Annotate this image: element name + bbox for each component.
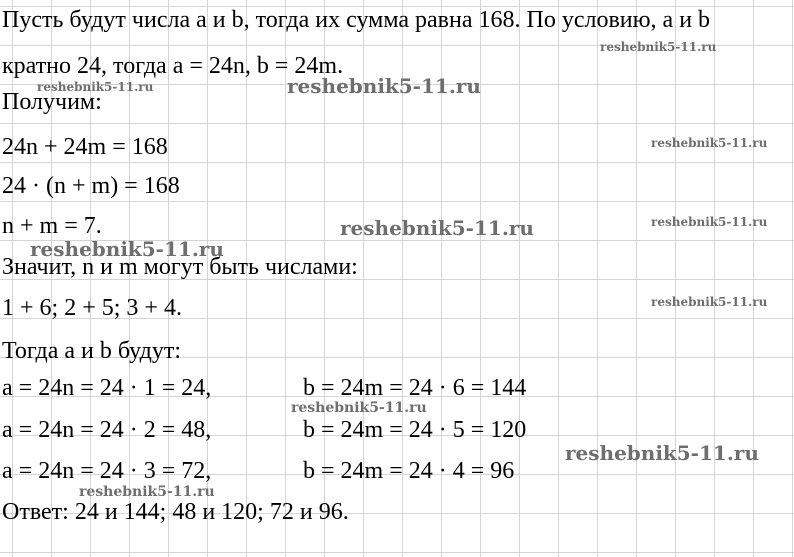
calc-a-1: a = 24n = 24 · 1 = 24, [2, 375, 212, 401]
watermark: reshebnik5-11.ru [600, 40, 717, 54]
text-line-1: Пусть будут числа a и b, тогда их сумма равна 168. По условию, a и b [2, 7, 711, 33]
watermark: reshebnik5-11.ru [340, 216, 534, 240]
calc-a-3: a = 24n = 24 · 3 = 72, [2, 458, 212, 484]
answer-line: Ответ: 24 и 144; 48 и 120; 72 и 96. [2, 499, 349, 525]
watermark: reshebnik5-11.ru [651, 136, 768, 150]
watermark: reshebnik5-11.ru [651, 215, 768, 229]
text-line-3: Получим: [2, 89, 102, 115]
equation-1: 24n + 24m = 168 [2, 134, 168, 160]
text-line-5: Тогда a и b будут: [2, 338, 182, 364]
watermark: reshebnik5-11.ru [79, 484, 215, 500]
calc-b-2: b = 24m = 24 · 5 = 120 [303, 417, 527, 443]
watermark: reshebnik5-11.ru [287, 74, 481, 98]
watermark: reshebnik5-11.ru [565, 441, 759, 465]
watermark: reshebnik5-11.ru [651, 295, 768, 309]
watermark: reshebnik5-11.ru [37, 80, 154, 94]
watermark: reshebnik5-11.ru [291, 400, 427, 416]
calc-b-3: b = 24m = 24 · 4 = 96 [303, 458, 515, 484]
equation-3: n + m = 7. [2, 213, 102, 239]
text-line-2: кратно 24, тогда a = 24n, b = 24m. [2, 53, 344, 79]
calc-b-1: b = 24m = 24 · 6 = 144 [303, 375, 527, 401]
watermark: reshebnik5-11.ru [30, 237, 224, 261]
pairs-line: 1 + 6; 2 + 5; 3 + 4. [2, 295, 182, 321]
equation-2: 24 · (n + m) = 168 [2, 173, 180, 199]
text-line-4: Значит, n и m могут быть числами: [2, 254, 358, 280]
calc-a-2: a = 24n = 24 · 2 = 48, [2, 417, 212, 443]
